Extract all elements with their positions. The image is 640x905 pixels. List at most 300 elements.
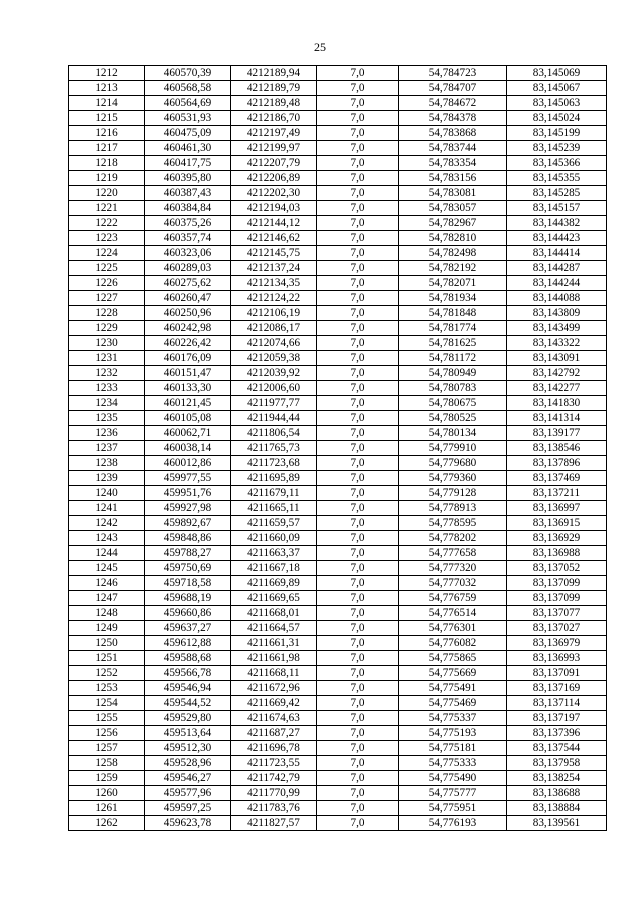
y-coordinate-cell: 4212086,17: [231, 321, 317, 336]
x-coordinate-cell: 460260,47: [145, 291, 231, 306]
x-coordinate-cell: 460062,71: [145, 426, 231, 441]
longitude-cell: 83,145366: [507, 156, 607, 171]
latitude-cell: 54,784672: [399, 96, 507, 111]
y-coordinate-cell: 4212059,38: [231, 351, 317, 366]
point-number-cell: 1223: [69, 231, 145, 246]
x-coordinate-cell: 460568,58: [145, 81, 231, 96]
x-coordinate-cell: 459637,27: [145, 621, 231, 636]
y-coordinate-cell: 4211665,11: [231, 501, 317, 516]
width-cell: 7,0: [317, 726, 399, 741]
x-coordinate-cell: 460250,96: [145, 306, 231, 321]
longitude-cell: 83,137169: [507, 681, 607, 696]
latitude-cell: 54,777032: [399, 576, 507, 591]
x-coordinate-cell: 460564,69: [145, 96, 231, 111]
table-row: [69, 246, 607, 261]
latitude-cell: 54,782810: [399, 231, 507, 246]
x-coordinate-cell: 459660,86: [145, 606, 231, 621]
point-number-cell: 1234: [69, 396, 145, 411]
latitude-cell: 54,775491: [399, 681, 507, 696]
table-row: [69, 486, 607, 501]
y-coordinate-cell: 4211687,27: [231, 726, 317, 741]
point-number-cell: 1243: [69, 531, 145, 546]
latitude-cell: 54,781172: [399, 351, 507, 366]
longitude-cell: 83,143091: [507, 351, 607, 366]
x-coordinate-cell: 459512,30: [145, 741, 231, 756]
x-coordinate-cell: 460176,09: [145, 351, 231, 366]
latitude-cell: 54,776193: [399, 816, 507, 831]
point-number-cell: 1214: [69, 96, 145, 111]
table-row: [69, 501, 607, 516]
width-cell: 7,0: [317, 186, 399, 201]
latitude-cell: 54,775181: [399, 741, 507, 756]
longitude-cell: 83,137469: [507, 471, 607, 486]
longitude-cell: 83,136993: [507, 651, 607, 666]
width-cell: 7,0: [317, 246, 399, 261]
longitude-cell: 83,137099: [507, 576, 607, 591]
width-cell: 7,0: [317, 786, 399, 801]
point-number-cell: 1252: [69, 666, 145, 681]
latitude-cell: 54,782498: [399, 246, 507, 261]
width-cell: 7,0: [317, 156, 399, 171]
table-row: [69, 546, 607, 561]
coordinates-table-body: [69, 66, 607, 831]
width-cell: 7,0: [317, 531, 399, 546]
point-number-cell: 1249: [69, 621, 145, 636]
y-coordinate-cell: 4211696,78: [231, 741, 317, 756]
table-row: [69, 816, 607, 831]
table-row: [69, 336, 607, 351]
longitude-cell: 83,145069: [507, 66, 607, 81]
table-row: [69, 81, 607, 96]
table-row: [69, 591, 607, 606]
y-coordinate-cell: 4211661,31: [231, 636, 317, 651]
width-cell: 7,0: [317, 441, 399, 456]
longitude-cell: 83,144423: [507, 231, 607, 246]
x-coordinate-cell: 460105,08: [145, 411, 231, 426]
point-number-cell: 1241: [69, 501, 145, 516]
latitude-cell: 54,783744: [399, 141, 507, 156]
table-row: [69, 96, 607, 111]
y-coordinate-cell: 4212145,75: [231, 246, 317, 261]
longitude-cell: 83,145199: [507, 126, 607, 141]
x-coordinate-cell: 459528,96: [145, 756, 231, 771]
latitude-cell: 54,781625: [399, 336, 507, 351]
x-coordinate-cell: 459688,19: [145, 591, 231, 606]
latitude-cell: 54,775333: [399, 756, 507, 771]
width-cell: 7,0: [317, 741, 399, 756]
table-row: [69, 111, 607, 126]
y-coordinate-cell: 4211827,57: [231, 816, 317, 831]
y-coordinate-cell: 4211674,63: [231, 711, 317, 726]
y-coordinate-cell: 4211668,01: [231, 606, 317, 621]
latitude-cell: 54,784378: [399, 111, 507, 126]
longitude-cell: 83,145067: [507, 81, 607, 96]
y-coordinate-cell: 4211667,18: [231, 561, 317, 576]
latitude-cell: 54,778595: [399, 516, 507, 531]
latitude-cell: 54,775951: [399, 801, 507, 816]
width-cell: 7,0: [317, 126, 399, 141]
y-coordinate-cell: 4211668,11: [231, 666, 317, 681]
latitude-cell: 54,780949: [399, 366, 507, 381]
width-cell: 7,0: [317, 321, 399, 336]
x-coordinate-cell: 459566,78: [145, 666, 231, 681]
longitude-cell: 83,141830: [507, 396, 607, 411]
table-row: [69, 771, 607, 786]
longitude-cell: 83,138546: [507, 441, 607, 456]
width-cell: 7,0: [317, 801, 399, 816]
y-coordinate-cell: 4212189,94: [231, 66, 317, 81]
y-coordinate-cell: 4212189,48: [231, 96, 317, 111]
width-cell: 7,0: [317, 306, 399, 321]
point-number-cell: 1221: [69, 201, 145, 216]
point-number-cell: 1222: [69, 216, 145, 231]
point-number-cell: 1216: [69, 126, 145, 141]
y-coordinate-cell: 4211944,44: [231, 411, 317, 426]
x-coordinate-cell: 459546,27: [145, 771, 231, 786]
point-number-cell: 1256: [69, 726, 145, 741]
latitude-cell: 54,776301: [399, 621, 507, 636]
width-cell: 7,0: [317, 201, 399, 216]
width-cell: 7,0: [317, 261, 399, 276]
table-row: [69, 636, 607, 651]
point-number-cell: 1261: [69, 801, 145, 816]
y-coordinate-cell: 4211695,89: [231, 471, 317, 486]
latitude-cell: 54,776082: [399, 636, 507, 651]
table-row: [69, 156, 607, 171]
x-coordinate-cell: 460121,45: [145, 396, 231, 411]
width-cell: 7,0: [317, 486, 399, 501]
x-coordinate-cell: 459513,64: [145, 726, 231, 741]
y-coordinate-cell: 4211765,73: [231, 441, 317, 456]
width-cell: 7,0: [317, 516, 399, 531]
point-number-cell: 1233: [69, 381, 145, 396]
y-coordinate-cell: 4211672,96: [231, 681, 317, 696]
longitude-cell: 83,143809: [507, 306, 607, 321]
latitude-cell: 54,780525: [399, 411, 507, 426]
x-coordinate-cell: 459588,68: [145, 651, 231, 666]
point-number-cell: 1259: [69, 771, 145, 786]
point-number-cell: 1230: [69, 336, 145, 351]
table-row: [69, 216, 607, 231]
longitude-cell: 83,137396: [507, 726, 607, 741]
latitude-cell: 54,783354: [399, 156, 507, 171]
latitude-cell: 54,778202: [399, 531, 507, 546]
table-row: [69, 666, 607, 681]
point-number-cell: 1255: [69, 711, 145, 726]
x-coordinate-cell: 460226,42: [145, 336, 231, 351]
y-coordinate-cell: 4212197,49: [231, 126, 317, 141]
width-cell: 7,0: [317, 816, 399, 831]
table-row: [69, 321, 607, 336]
latitude-cell: 54,781848: [399, 306, 507, 321]
latitude-cell: 54,781774: [399, 321, 507, 336]
width-cell: 7,0: [317, 591, 399, 606]
y-coordinate-cell: 4212206,89: [231, 171, 317, 186]
table-row: [69, 441, 607, 456]
point-number-cell: 1245: [69, 561, 145, 576]
latitude-cell: 54,777658: [399, 546, 507, 561]
table-row: [69, 651, 607, 666]
point-number-cell: 1235: [69, 411, 145, 426]
table-row: [69, 381, 607, 396]
longitude-cell: 83,137197: [507, 711, 607, 726]
y-coordinate-cell: 4211679,11: [231, 486, 317, 501]
y-coordinate-cell: 4212074,66: [231, 336, 317, 351]
latitude-cell: 54,775669: [399, 666, 507, 681]
longitude-cell: 83,145355: [507, 171, 607, 186]
point-number-cell: 1262: [69, 816, 145, 831]
table-row: [69, 411, 607, 426]
longitude-cell: 83,137211: [507, 486, 607, 501]
y-coordinate-cell: 4211669,42: [231, 696, 317, 711]
point-number-cell: 1232: [69, 366, 145, 381]
point-number-cell: 1212: [69, 66, 145, 81]
x-coordinate-cell: 460475,09: [145, 126, 231, 141]
table-row: [69, 126, 607, 141]
longitude-cell: 83,144287: [507, 261, 607, 276]
table-row: [69, 231, 607, 246]
point-number-cell: 1250: [69, 636, 145, 651]
table-row: [69, 141, 607, 156]
latitude-cell: 54,781934: [399, 291, 507, 306]
latitude-cell: 54,776514: [399, 606, 507, 621]
table-row: [69, 396, 607, 411]
table-row: [69, 366, 607, 381]
point-number-cell: 1257: [69, 741, 145, 756]
table-row: [69, 171, 607, 186]
width-cell: 7,0: [317, 666, 399, 681]
longitude-cell: 83,145239: [507, 141, 607, 156]
table-row: [69, 561, 607, 576]
x-coordinate-cell: 459612,88: [145, 636, 231, 651]
table-row: [69, 291, 607, 306]
x-coordinate-cell: 459623,78: [145, 816, 231, 831]
table-row: [69, 741, 607, 756]
y-coordinate-cell: 4212189,79: [231, 81, 317, 96]
x-coordinate-cell: 460038,14: [145, 441, 231, 456]
y-coordinate-cell: 4212146,62: [231, 231, 317, 246]
longitude-cell: 83,139177: [507, 426, 607, 441]
width-cell: 7,0: [317, 351, 399, 366]
y-coordinate-cell: 4211723,55: [231, 756, 317, 771]
width-cell: 7,0: [317, 396, 399, 411]
table-row: [69, 261, 607, 276]
point-number-cell: 1248: [69, 606, 145, 621]
longitude-cell: 83,137958: [507, 756, 607, 771]
table-row: [69, 516, 607, 531]
y-coordinate-cell: 4211663,37: [231, 546, 317, 561]
longitude-cell: 83,136988: [507, 546, 607, 561]
coordinates-table: [68, 65, 607, 831]
latitude-cell: 54,780134: [399, 426, 507, 441]
y-coordinate-cell: 4212144,12: [231, 216, 317, 231]
longitude-cell: 83,145285: [507, 186, 607, 201]
x-coordinate-cell: 459529,80: [145, 711, 231, 726]
longitude-cell: 83,145157: [507, 201, 607, 216]
x-coordinate-cell: 459951,76: [145, 486, 231, 501]
x-coordinate-cell: 460395,80: [145, 171, 231, 186]
width-cell: 7,0: [317, 651, 399, 666]
table-row: [69, 276, 607, 291]
x-coordinate-cell: 460242,98: [145, 321, 231, 336]
width-cell: 7,0: [317, 426, 399, 441]
width-cell: 7,0: [317, 681, 399, 696]
table-row: [69, 726, 607, 741]
table-row: [69, 576, 607, 591]
point-number-cell: 1254: [69, 696, 145, 711]
y-coordinate-cell: 4212194,03: [231, 201, 317, 216]
longitude-cell: 83,144088: [507, 291, 607, 306]
table-row: [69, 786, 607, 801]
latitude-cell: 54,775865: [399, 651, 507, 666]
x-coordinate-cell: 460275,62: [145, 276, 231, 291]
x-coordinate-cell: 459546,94: [145, 681, 231, 696]
table-row: [69, 711, 607, 726]
point-number-cell: 1240: [69, 486, 145, 501]
longitude-cell: 83,143499: [507, 321, 607, 336]
width-cell: 7,0: [317, 216, 399, 231]
latitude-cell: 54,777320: [399, 561, 507, 576]
x-coordinate-cell: 460323,06: [145, 246, 231, 261]
x-coordinate-cell: 459597,25: [145, 801, 231, 816]
point-number-cell: 1220: [69, 186, 145, 201]
table-row: [69, 531, 607, 546]
latitude-cell: 54,779680: [399, 456, 507, 471]
longitude-cell: 83,138254: [507, 771, 607, 786]
y-coordinate-cell: 4212202,30: [231, 186, 317, 201]
x-coordinate-cell: 460375,26: [145, 216, 231, 231]
point-number-cell: 1251: [69, 651, 145, 666]
point-number-cell: 1253: [69, 681, 145, 696]
latitude-cell: 54,775469: [399, 696, 507, 711]
width-cell: 7,0: [317, 561, 399, 576]
y-coordinate-cell: 4211770,99: [231, 786, 317, 801]
point-number-cell: 1260: [69, 786, 145, 801]
table-row: [69, 621, 607, 636]
x-coordinate-cell: 459977,55: [145, 471, 231, 486]
longitude-cell: 83,138884: [507, 801, 607, 816]
width-cell: 7,0: [317, 291, 399, 306]
width-cell: 7,0: [317, 171, 399, 186]
y-coordinate-cell: 4211661,98: [231, 651, 317, 666]
table-row: [69, 201, 607, 216]
width-cell: 7,0: [317, 231, 399, 246]
point-number-cell: 1229: [69, 321, 145, 336]
x-coordinate-cell: 459577,96: [145, 786, 231, 801]
width-cell: 7,0: [317, 111, 399, 126]
latitude-cell: 54,782967: [399, 216, 507, 231]
point-number-cell: 1239: [69, 471, 145, 486]
y-coordinate-cell: 4212137,24: [231, 261, 317, 276]
width-cell: 7,0: [317, 636, 399, 651]
width-cell: 7,0: [317, 366, 399, 381]
table-row: [69, 426, 607, 441]
longitude-cell: 83,143322: [507, 336, 607, 351]
x-coordinate-cell: 460461,30: [145, 141, 231, 156]
x-coordinate-cell: 460417,75: [145, 156, 231, 171]
x-coordinate-cell: 459927,98: [145, 501, 231, 516]
longitude-cell: 83,145063: [507, 96, 607, 111]
width-cell: 7,0: [317, 546, 399, 561]
longitude-cell: 83,136979: [507, 636, 607, 651]
x-coordinate-cell: 460151,47: [145, 366, 231, 381]
latitude-cell: 54,782192: [399, 261, 507, 276]
latitude-cell: 54,775490: [399, 771, 507, 786]
width-cell: 7,0: [317, 141, 399, 156]
y-coordinate-cell: 4212039,92: [231, 366, 317, 381]
table-row: [69, 756, 607, 771]
width-cell: 7,0: [317, 711, 399, 726]
x-coordinate-cell: 460531,93: [145, 111, 231, 126]
y-coordinate-cell: 4211659,57: [231, 516, 317, 531]
longitude-cell: 83,136915: [507, 516, 607, 531]
latitude-cell: 54,775337: [399, 711, 507, 726]
point-number-cell: 1236: [69, 426, 145, 441]
width-cell: 7,0: [317, 456, 399, 471]
width-cell: 7,0: [317, 336, 399, 351]
y-coordinate-cell: 4212106,19: [231, 306, 317, 321]
y-coordinate-cell: 4211806,54: [231, 426, 317, 441]
width-cell: 7,0: [317, 576, 399, 591]
table-row: [69, 66, 607, 81]
point-number-cell: 1242: [69, 516, 145, 531]
point-number-cell: 1244: [69, 546, 145, 561]
latitude-cell: 54,775777: [399, 786, 507, 801]
point-number-cell: 1228: [69, 306, 145, 321]
x-coordinate-cell: 460384,84: [145, 201, 231, 216]
width-cell: 7,0: [317, 501, 399, 516]
x-coordinate-cell: 459718,58: [145, 576, 231, 591]
y-coordinate-cell: 4211783,76: [231, 801, 317, 816]
latitude-cell: 54,780783: [399, 381, 507, 396]
x-coordinate-cell: 459750,69: [145, 561, 231, 576]
longitude-cell: 83,137544: [507, 741, 607, 756]
longitude-cell: 83,137114: [507, 696, 607, 711]
latitude-cell: 54,784723: [399, 66, 507, 81]
table-row: [69, 186, 607, 201]
width-cell: 7,0: [317, 96, 399, 111]
width-cell: 7,0: [317, 66, 399, 81]
latitude-cell: 54,782071: [399, 276, 507, 291]
point-number-cell: 1224: [69, 246, 145, 261]
width-cell: 7,0: [317, 696, 399, 711]
point-number-cell: 1225: [69, 261, 145, 276]
y-coordinate-cell: 4212199,97: [231, 141, 317, 156]
point-number-cell: 1217: [69, 141, 145, 156]
latitude-cell: 54,776759: [399, 591, 507, 606]
x-coordinate-cell: 459892,67: [145, 516, 231, 531]
x-coordinate-cell: 460289,03: [145, 261, 231, 276]
latitude-cell: 54,780675: [399, 396, 507, 411]
longitude-cell: 83,136997: [507, 501, 607, 516]
point-number-cell: 1258: [69, 756, 145, 771]
y-coordinate-cell: 4212207,79: [231, 156, 317, 171]
longitude-cell: 83,142792: [507, 366, 607, 381]
longitude-cell: 83,137896: [507, 456, 607, 471]
longitude-cell: 83,137052: [507, 561, 607, 576]
point-number-cell: 1227: [69, 291, 145, 306]
table-row: [69, 306, 607, 321]
point-number-cell: 1238: [69, 456, 145, 471]
width-cell: 7,0: [317, 606, 399, 621]
width-cell: 7,0: [317, 771, 399, 786]
width-cell: 7,0: [317, 756, 399, 771]
y-coordinate-cell: 4211723,68: [231, 456, 317, 471]
latitude-cell: 54,779910: [399, 441, 507, 456]
x-coordinate-cell: 460133,30: [145, 381, 231, 396]
point-number-cell: 1237: [69, 441, 145, 456]
width-cell: 7,0: [317, 621, 399, 636]
